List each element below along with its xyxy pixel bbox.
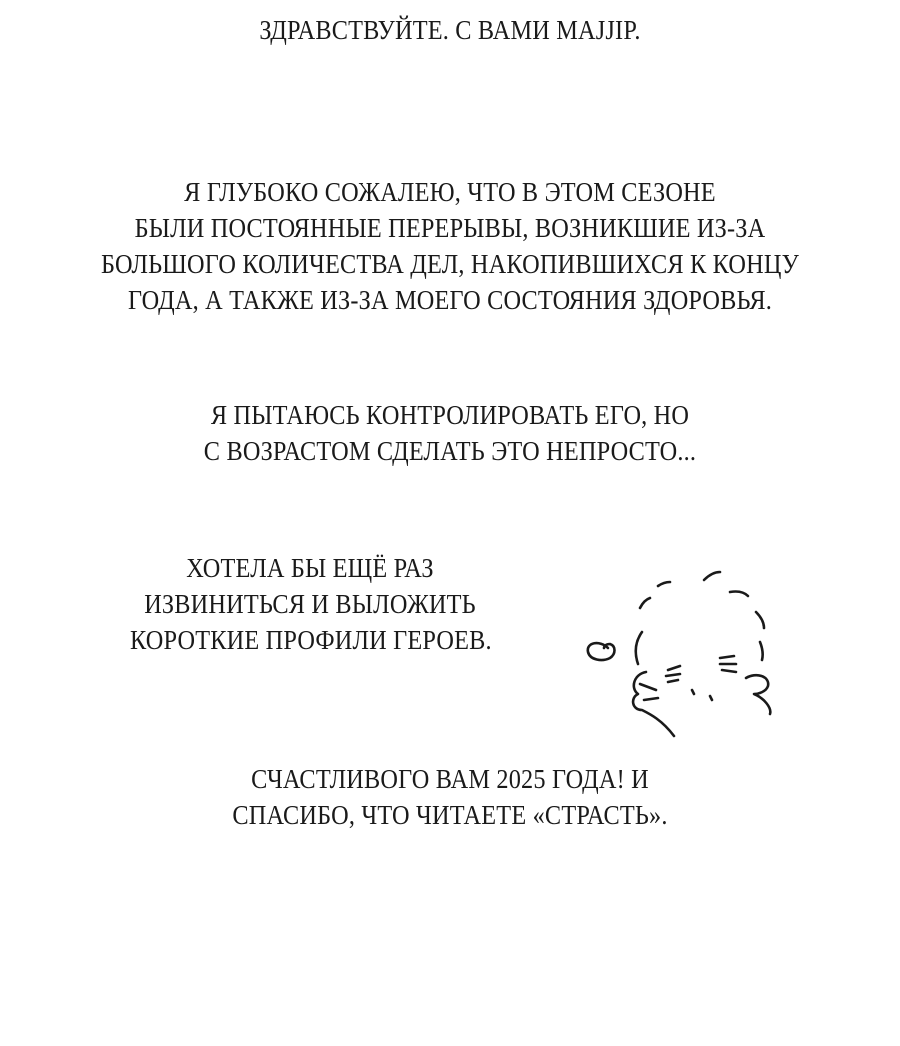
head-outline-stroke — [636, 632, 642, 664]
health-line-1: Я ПЫТАЮСЬ КОНТРОЛИРОВАТЬ ЕГО, НО — [210, 400, 690, 430]
greeting-line-1: ЗДРАВСТВУЙТЕ. С ВАМИ MAJJIP. — [259, 15, 641, 45]
profiles-line-2: ИЗВИНИТЬСЯ И ВЫЛОЖИТЬ — [144, 589, 476, 619]
head-outline-stroke — [756, 612, 764, 628]
apology-paragraph — [45, 174, 855, 318]
profiles-line-3: КОРОТКИЕ ПРОФИЛИ ГЕРОЕВ. — [130, 625, 492, 655]
profiles-line-1: ХОТЕЛА БЫ ЕЩЁ РАЗ — [186, 553, 434, 583]
health-line-2: С ВОЗРАСТОМ СДЕЛАТЬ ЭТО НЕПРОСТО... — [203, 436, 697, 466]
profiles-paragraph — [130, 550, 490, 658]
hand-left-detail — [640, 684, 658, 700]
apology-line-2: БЫЛИ ПОСТОЯННЫЕ ПЕРЕРЫВЫ, ВОЗНИКШИЕ ИЗ-ЗА — [134, 213, 766, 243]
head-outline-stroke — [704, 572, 720, 580]
apology-line-4: ГОДА, А ТАКЖЕ ИЗ-ЗА МОЕГО СОСТОЯНИЯ ЗДОРОВЬЯ. — [127, 285, 773, 315]
bowing-face-with-heart-doodle-icon — [570, 560, 800, 750]
head-outline-stroke — [730, 592, 748, 597]
apology-line-1: Я ГЛУБОКО СОЖАЛЕЮ, ЧТО В ЭТОМ СЕЗОНЕ — [184, 177, 716, 207]
heart-icon — [588, 643, 615, 660]
head-outline-stroke — [760, 642, 763, 660]
new-year-paragraph — [45, 761, 855, 833]
eye-lashes-left — [666, 666, 680, 682]
blush-marks — [692, 690, 712, 700]
new-year-line-2: СПАСИБО, ЧТО ЧИТАЕТЕ «СТРАСТЬ». — [232, 800, 668, 830]
apology-line-3: БОЛЬШОГО КОЛИЧЕСТВА ДЕЛ, НАКОПИВШИХСЯ К КОНЦУ — [101, 249, 799, 279]
greeting-paragraph — [45, 12, 855, 48]
head-outline-stroke — [658, 582, 670, 586]
new-year-line-1: СЧАСТЛИВОГО ВАМ 2025 ГОДА! И — [251, 764, 649, 794]
health-paragraph — [45, 397, 855, 469]
eye-lashes-right — [720, 656, 736, 672]
cheek-right — [746, 675, 770, 714]
head-outline-stroke — [640, 598, 650, 608]
